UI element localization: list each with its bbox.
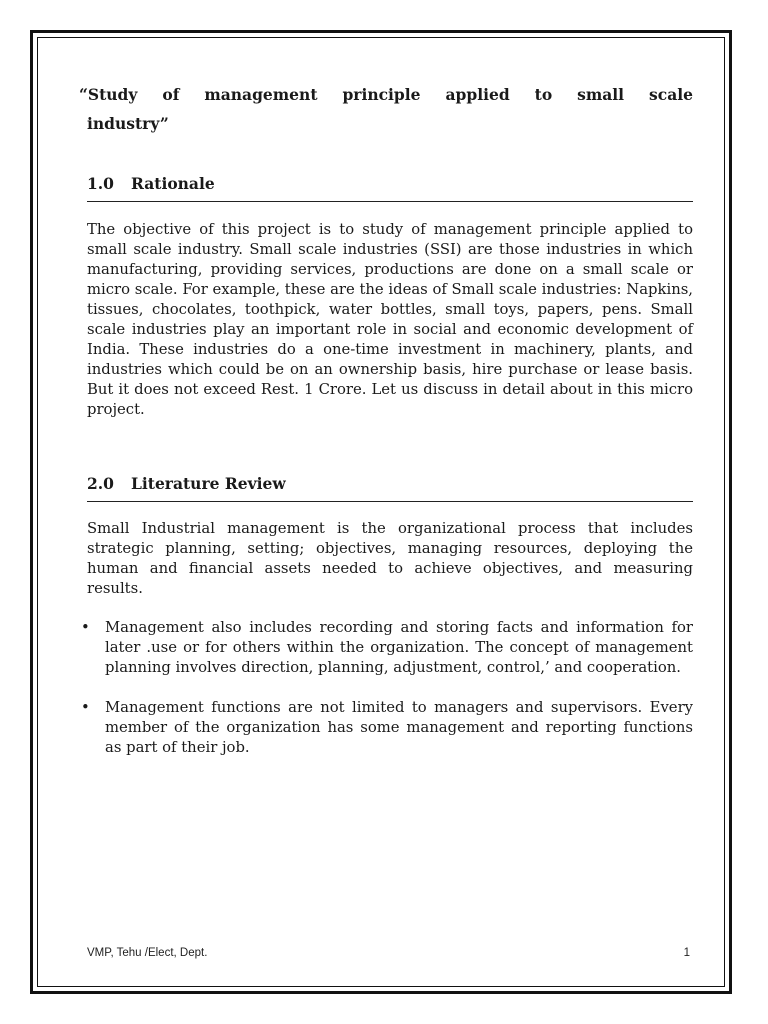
document-title: “Study of management principle applied to small scale industry” (79, 85, 693, 133)
literature-review-paragraph: Small Industrial management is the organizational process that includes strategic planning, setting; objectives, managing resources, deploying the human and financial assets needed to achieve objectives, and measuring results. (87, 520, 693, 597)
section-title: Rationale (131, 174, 215, 193)
footer-label: VMP, Tehu /Elect, Dept. (87, 947, 208, 959)
list-item (81, 698, 693, 758)
literature-review-bullets (81, 618, 693, 758)
section-heading-rationale (87, 174, 693, 202)
document-body (79, 80, 694, 758)
list-item-text: Management also includes recording and storing facts and information for later .use or for others within the organization. The concept of management planning involves direction, planning, adjustment, control,’ and cooperation. (105, 619, 693, 676)
section-number: 1.0 (87, 174, 114, 193)
rationale-paragraph: The objective of this project is to study of management principle applied to small scale industry. Small scale industries (SSI) are those industries in which manufacturing, providing services, productions are done on a small scale or micro scale. For example, these are the ideas of Small scale industries: Napkins, tissues, chocolates, toothpick, water bottles, small toys, papers, pens. Small scale industries play an important role in social and economic development of India. These industries do a one-time investment in machinery, plants, and industries which could be on an ownership basis, hire purchase or lease basis. But it does not exceed Rest. 1 Crore. Let us discuss in detail about in this micro project. (87, 221, 694, 418)
list-item (81, 618, 693, 678)
bullet-icon: • (81, 619, 90, 636)
section-title: Literature Review (131, 474, 286, 493)
bullet-icon: • (81, 699, 90, 716)
section-heading-literature-review (87, 474, 693, 502)
page-footer (87, 947, 690, 959)
section-number: 2.0 (87, 474, 114, 493)
page-number: 1 (683, 947, 690, 959)
list-item-text: Management functions are not limited to managers and supervisors. Every member of the organization has some management and reporting functions as part of their job. (105, 699, 693, 756)
